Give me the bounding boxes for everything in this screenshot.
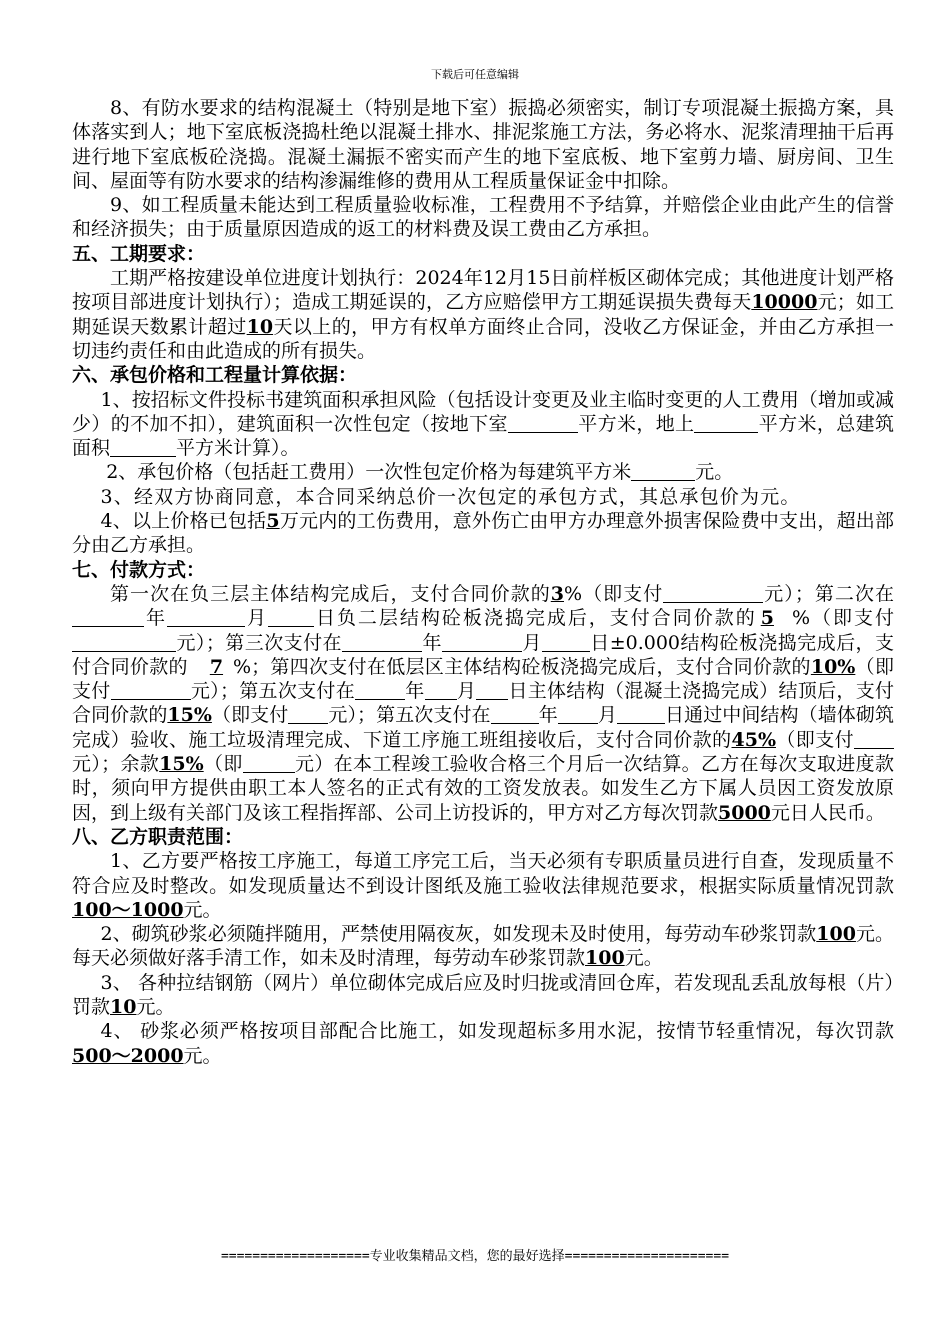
section-6-item-3: 3、经双方协商同意，本合同采纳总价一次包定的承包方式，其总承包价为元。: [100, 485, 801, 508]
clause-9: 9、如工程质量未能达到工程质量验收标准，工程费用不予结算，并赔偿企业由此产生的信誉和经济损失；由于质量原因造成的返工的材料费及误工费由乙方承担。: [72, 194, 894, 241]
text: 元）；第五次支付在: [190, 680, 355, 703]
payment-2-amount-blank: [72, 633, 176, 652]
day-blank: [617, 705, 665, 724]
month-blank: [425, 681, 457, 700]
text: 日主体结构（混凝土浇捣完成）结顶后，支付合同价款的: [72, 680, 894, 727]
text: 日通过中间结构（墙体砌筑完成）验收、施工垃圾清理完成、下道工序施工班组接收后，支付合同价款的: [72, 704, 894, 751]
day-blank: [476, 681, 508, 700]
payment-3-percent: 7: [209, 655, 224, 678]
text: 2、承包价格（包括赶工费用）一次性包定价格为每建筑平方米: [106, 461, 632, 484]
text: 元；如工期延误天数累计超过: [72, 291, 894, 338]
section-8-item-3: [72, 971, 894, 1020]
month-blank: [558, 705, 598, 724]
section-8-item-2: [72, 922, 894, 971]
text: 平方米，总建筑面积: [72, 412, 894, 460]
section-6-item-1: [72, 388, 894, 461]
text: 年: [405, 680, 425, 703]
basement-area-blank: [508, 414, 578, 433]
total-area-blank: [110, 438, 176, 457]
section-5-body: [72, 266, 894, 363]
text: 天以上的，甲方有权单方面终止合同，没收乙方保证金，并由乙方承担一切违约责任和由此造成的所有损失。: [72, 315, 894, 362]
text: （即支付: [211, 704, 289, 727]
text: %（即支付: [791, 607, 894, 630]
text: 元）；第二次在: [763, 582, 894, 605]
year-blank: [491, 705, 539, 724]
cement-penalty-range: 500～2000: [72, 1044, 184, 1067]
text: %（即支付: [564, 582, 664, 605]
text: （即: [203, 753, 243, 776]
text: 月: [456, 680, 477, 703]
text: 年: [422, 631, 442, 654]
text: 元日人民币。: [770, 801, 885, 824]
section-7-body: [72, 582, 894, 825]
balance-percent: 15%: [159, 753, 204, 776]
text: 1、按招标文件投标书建筑面积承担风险（包括设计变更及业主临时变更的人工费用（增加或减少）的不加不扣），建筑面积一次性包定（按地下室: [72, 388, 894, 435]
text: 元。每天必须做好落手清工作，如未及时清理，每劳动车砂浆罚款: [72, 923, 894, 970]
year-blank: [355, 681, 405, 700]
text: 万元内的工伤费用，意外伤亡由甲方办理意外损害保险费中支出，超出部分由乙方承担。: [72, 510, 894, 557]
payment-5-percent: 15%: [167, 704, 212, 727]
above-ground-area-blank: [694, 414, 758, 433]
day-blank: [268, 608, 314, 627]
mortar-penalty-value: 100: [816, 923, 856, 946]
text: 月: [521, 631, 542, 654]
section-6-heading: 六、承包价格和工程量计算依据：: [72, 364, 358, 387]
text: 4、 砂浆必须严格按项目部配合比施工，如发现超标多用水泥，按情节轻重情况，每次罚款: [100, 1020, 894, 1043]
text: 元）；余款: [72, 753, 160, 776]
text: 工期严格按建设单位进度计划执行：2024年12月15日前样板区砌体完成；其他进度计划严格按项目部进度计划执行）；造成工期延误的，乙方应赔偿甲方工期延误损失费每天: [72, 267, 894, 314]
text: 平方米，地上: [577, 412, 695, 435]
text: 元。: [624, 947, 663, 970]
payment-4-percent: 10%: [810, 655, 856, 678]
payment-6-percent: 45%: [731, 728, 776, 751]
section-8-item-1: [72, 849, 894, 922]
header-note: 下载后可任意编辑: [431, 68, 519, 81]
text: 元。: [183, 898, 222, 921]
text: 2、砌筑砂浆必须随拌随用，严禁使用隔夜灰，如发现未及时使用，每劳动车砂浆罚款: [100, 923, 817, 946]
payment-1-amount-blank: [663, 584, 763, 603]
contract-body: [72, 96, 894, 1068]
complaint-penalty-value: 5000: [718, 801, 771, 824]
text: 元。: [183, 1044, 222, 1067]
text: （即支付: [776, 728, 854, 751]
text: 年: [144, 607, 167, 630]
year-blank: [72, 608, 144, 627]
payment-5-amount-blank: [288, 705, 328, 724]
text: 平方米计算）。: [176, 437, 300, 460]
text: 日±0.000结构砼板浇捣完成后，支付合同价款的: [72, 631, 894, 678]
text: %；第四次支付在低层区主体结构砼板浇捣完成后，支付合同价款的: [233, 655, 811, 678]
text: 元。: [695, 461, 734, 484]
text: 元）；第三次支付在: [176, 631, 342, 654]
text: 1、乙方要严格按工序施工，每道工序完工后，当天必须有专职质量员进行自查，发现质量不符合应及时整改。如发现质量达不到设计图纸及施工验收法律规范要求，根据实际质量情况罚款: [72, 850, 894, 897]
payment-1-percent: 3: [550, 582, 564, 605]
payment-4-amount-blank: [111, 681, 191, 700]
delay-days-value: 10: [246, 315, 274, 338]
text: 元。: [136, 995, 175, 1018]
text: 元）在本工程竣工验收合格三个月后一次结算。乙方在每次支取进度款时，须向甲方提供由职工本人签名的正式有效的工资发放表。如发生乙方下属人员因工资发放原因，到上级有关部门及该工程指挥部、公司上访投诉的，甲方对乙方每次罚款: [72, 753, 894, 824]
section-7-heading: 七、付款方式：: [72, 558, 206, 581]
clause-8: 8、有防水要求的结构混凝土（特别是地下室）振捣必须密实，制订专项混凝土振捣方案，具体落实到人；地下室底板浇捣杜绝以混凝土排水、排泥浆施工方法，务必将水、泥浆清理抽干后再进行地下室底板砼浇捣。混凝土漏振不密实而产生的地下室底板、地下室剪力墙、厨房间、卫生间、屋面等有防水要求的结构渗漏维修的费用从工程质量保证金中扣除。: [72, 97, 894, 192]
payment-2-percent: 5: [760, 607, 774, 630]
section-8-item-4: [72, 1019, 894, 1068]
section-6-item-2: [72, 460, 894, 484]
footer-note: ===================专业收集精品文档，您的最好选择=====================: [220, 1249, 730, 1264]
month-blank: [167, 608, 245, 627]
payment-6-amount-blank: [854, 730, 894, 749]
daily-penalty-value: 10000: [751, 291, 818, 314]
rebar-penalty-value: 10: [110, 995, 137, 1018]
text: 元）；第五次支付在: [328, 704, 491, 727]
quality-penalty-range: 100～1000: [72, 898, 184, 921]
text: 第一次在负三层主体结构完成后，支付合同价款的: [110, 582, 551, 605]
text: （即支付: [72, 655, 894, 703]
text: 3、 各种拉结钢筋（网片）单位砌体完成后应及时归拢或清回仓库，若发现乱丢乱放每根（片）罚款: [72, 971, 894, 1018]
cleanup-penalty-value: 100: [585, 947, 625, 970]
year-blank: [342, 633, 422, 652]
text: 日负二层结构砼板浇捣完成后，支付合同价款的: [313, 607, 757, 630]
section-8-heading: 八、乙方职责范围：: [72, 825, 244, 848]
day-blank: [542, 633, 590, 652]
text: 月: [597, 704, 617, 727]
month-blank: [442, 633, 522, 652]
text: 年: [538, 704, 558, 727]
text: 4、以上价格已包括: [100, 510, 267, 533]
section-5-heading: 五、工期要求：: [72, 242, 206, 265]
balance-amount-blank: [243, 754, 295, 773]
text: 月: [244, 607, 268, 630]
section-6-item-4: [72, 509, 894, 558]
unit-price-blank: [631, 462, 695, 481]
injury-cost-value: 5: [266, 510, 280, 533]
